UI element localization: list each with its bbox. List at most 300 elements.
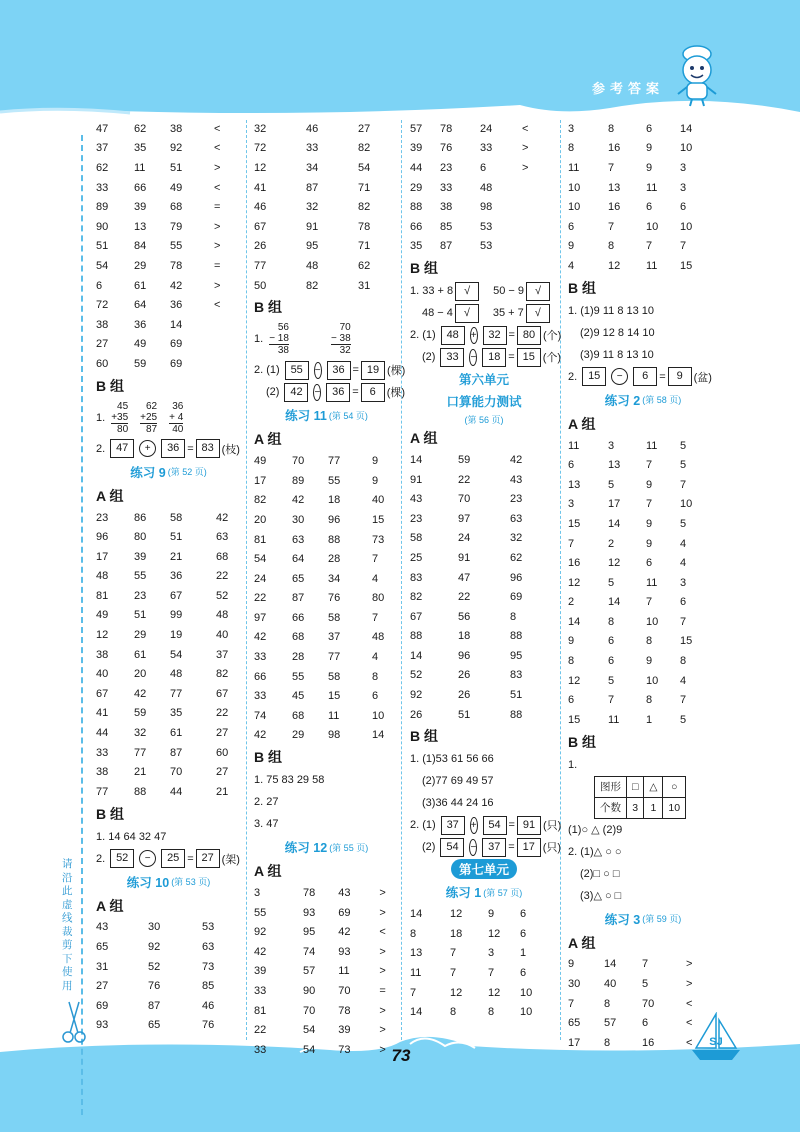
answer-cell: 6 — [642, 1017, 649, 1030]
answer-cell: 70 — [170, 766, 183, 779]
answer-cell: 76 — [148, 980, 161, 993]
answer-cell: 59 — [458, 453, 471, 466]
answer-cell: 23 — [96, 511, 109, 524]
answer-lines — [568, 300, 718, 366]
answer-cell: 13 — [134, 220, 147, 233]
answer-cell: 42 — [170, 279, 183, 292]
answer-cell: 12 — [450, 908, 463, 921]
answer-cell: 62 — [358, 259, 371, 272]
answer-cell: 87 — [292, 592, 305, 605]
answer-cell: 98 — [480, 201, 493, 214]
answer-box: 19 — [361, 361, 385, 380]
answer-cell: 69 — [170, 338, 183, 351]
answer-row — [96, 178, 241, 198]
answer-row — [254, 1040, 399, 1060]
operator-circle: − — [313, 384, 321, 401]
answer-cell: 43 — [510, 473, 523, 486]
shape-count-table — [594, 776, 686, 819]
answer-row — [96, 606, 241, 626]
answer-cell: 67 — [254, 220, 267, 233]
answer-row — [254, 628, 399, 648]
answer-row — [410, 489, 558, 509]
equals-sign: = — [508, 329, 515, 342]
answer-cell: 88 — [510, 708, 523, 721]
answer-cell: 3 — [680, 181, 687, 194]
answer-row — [410, 548, 558, 568]
answer-cell: 11 — [608, 713, 620, 726]
answer-cell: 41 — [96, 707, 109, 720]
answer-box: 80 — [517, 326, 541, 345]
answer-row — [254, 471, 399, 491]
answer-cell: 69 — [338, 906, 351, 919]
answer-lines — [254, 769, 399, 835]
unit-label: (个) — [542, 330, 562, 343]
operator-circle: − — [611, 368, 628, 385]
operator-circle: + — [470, 817, 478, 834]
answer-cell: 12 — [488, 986, 501, 999]
answer-cell: 95 — [510, 649, 523, 662]
answer-row — [410, 1002, 558, 1022]
answer-row — [96, 158, 241, 178]
answer-cell: 78 — [440, 122, 453, 135]
answer-cell: 22 — [458, 473, 471, 486]
answer-cell: 13 — [608, 459, 621, 472]
answer-cell: 32 — [306, 201, 319, 214]
answer-row — [96, 1016, 241, 1036]
table-cell: 3 — [627, 797, 644, 818]
answer-cell: 14 — [604, 958, 617, 971]
answer-cell: 22 — [458, 591, 471, 604]
answer-row — [96, 664, 241, 684]
answer-cell: 40 — [216, 629, 229, 642]
table-cell: 个数 — [595, 797, 627, 818]
answer-box: 83 — [196, 439, 220, 458]
answer-cell: 11 — [410, 967, 422, 980]
answer-cell: 80 — [134, 531, 147, 544]
answer-grid — [568, 955, 718, 1053]
answer-cell: 7 — [372, 611, 379, 624]
group-label: B 组 — [410, 260, 438, 277]
answer-cell: 81 — [254, 533, 267, 546]
answer-line: (3)△ ○ □ — [580, 890, 622, 903]
answer-box: 25 — [161, 849, 185, 868]
answer-cell: 68 — [216, 550, 229, 563]
answer-row — [410, 217, 558, 237]
answer-row — [254, 1001, 399, 1021]
answer-cell: 29 — [292, 729, 305, 742]
answer-cell: 6 — [646, 201, 653, 214]
answer-row — [96, 508, 241, 528]
answer-box: 36 — [327, 361, 351, 380]
answer-cell: 42 — [254, 729, 267, 742]
answer-cell: 17 — [608, 498, 621, 511]
exercise-heading: 练习 3 (第 59 页) — [604, 912, 682, 927]
answer-cell: 8 — [410, 927, 417, 940]
answer-cell: 52 — [410, 669, 423, 682]
answer-cell: 76 — [202, 1019, 215, 1032]
answer-cell: 97 — [254, 611, 267, 624]
answer-cell: 24 — [458, 532, 471, 545]
answer-cell: 77 — [254, 259, 267, 272]
answer-cell: 10 — [568, 201, 581, 214]
answer-row — [254, 276, 399, 296]
answer-cell: < — [686, 1036, 693, 1049]
answer-cell: 22 — [254, 1024, 267, 1037]
answer-cell: 93 — [338, 945, 351, 958]
answer-cell: 83 — [410, 571, 423, 584]
answer-row — [568, 217, 718, 237]
equation-line — [96, 848, 241, 870]
answer-cell: 9 — [646, 478, 653, 491]
answer-cell: 15 — [568, 713, 581, 726]
answer-cell: 72 — [96, 299, 109, 312]
answer-cell: 11 — [328, 709, 340, 722]
answer-row — [96, 119, 241, 139]
answer-cell: > — [379, 945, 386, 958]
unit-label: (棵) — [386, 365, 406, 378]
answer-line: 1. (1)9 11 8 13 10 — [568, 304, 655, 317]
answer-cell: 63 — [510, 512, 523, 525]
answer-cell: 77 — [170, 687, 183, 700]
vertical-calc-row — [96, 398, 241, 438]
answer-cell: 19 — [170, 629, 183, 642]
answer-cell: 51 — [170, 531, 183, 544]
equation-line — [254, 359, 406, 381]
answer-cell: 14 — [372, 729, 385, 742]
answer-cell: 78 — [170, 259, 183, 272]
answer-cell: 70 — [302, 1004, 316, 1017]
answer-row — [410, 470, 558, 490]
answer-cell: 89 — [292, 474, 305, 487]
answer-cell: 66 — [410, 220, 423, 233]
answer-cell: > — [686, 978, 693, 991]
answer-cell: 8 — [604, 1036, 611, 1049]
exercise-heading: 练习 12 (第 55 页) — [284, 841, 369, 856]
answer-row — [410, 139, 558, 159]
answer-cell: 38 — [170, 122, 183, 135]
answer-box: 37 — [441, 816, 465, 835]
answer-cell: 10 — [680, 142, 693, 155]
answer-cell: 44 — [410, 161, 423, 174]
answer-cell: 9 — [372, 455, 379, 468]
answer-cell: 80 — [372, 592, 385, 605]
answer-cell: 70 — [458, 493, 471, 506]
answer-cell: 27 — [96, 338, 109, 351]
unit-label: (棵) — [386, 387, 406, 400]
answer-cell: 23 — [510, 493, 523, 506]
answer-cell: 3 — [568, 122, 575, 135]
answer-cell: 85 — [202, 980, 215, 993]
answer-cell: 69 — [510, 591, 523, 604]
answer-cell: 32 — [254, 122, 267, 135]
answer-row — [254, 706, 399, 726]
answer-cell: 12 — [96, 629, 109, 642]
answer-cell: 51 — [170, 161, 183, 174]
answer-row — [410, 607, 558, 627]
answer-cell: 44 — [170, 785, 183, 798]
answer-row — [96, 957, 241, 977]
answer-cell: 39 — [338, 1024, 351, 1037]
equation-line — [568, 366, 718, 388]
answer-cell: 14 — [608, 517, 621, 530]
answer-lines — [410, 748, 558, 814]
answer-row — [254, 903, 399, 923]
answer-cell: 11 — [338, 965, 350, 978]
answer-cell: 77 — [134, 746, 147, 759]
answer-cell: 7 — [680, 240, 687, 253]
answer-cell: 8 — [450, 1006, 457, 1019]
answer-cell: 48 — [480, 181, 493, 194]
answer-cell: 92 — [410, 689, 423, 702]
answer-cell: 12 — [608, 259, 621, 272]
answer-cell: 33 — [254, 690, 267, 703]
answer-cell: 28 — [292, 651, 305, 664]
answer-row — [254, 686, 399, 706]
answer-cell: 26 — [254, 240, 267, 253]
answer-cell: 39 — [134, 550, 147, 563]
item-number: 2. (1) — [254, 364, 280, 377]
answer-line: 2. 27 — [254, 796, 279, 809]
answer-cell: 25 — [410, 551, 423, 564]
answer-row — [254, 942, 399, 962]
answer-cell: 9 — [568, 240, 575, 253]
mascot-icon — [672, 42, 722, 108]
answer-line: (2)9 12 8 14 10 — [580, 326, 655, 339]
answer-cell: 15 — [372, 513, 385, 526]
equation-line — [410, 346, 562, 368]
answer-cell: 76 — [440, 142, 453, 155]
answer-cell: 46 — [306, 122, 319, 135]
answer-cell: 7 — [488, 967, 495, 980]
unit-label: (只) — [542, 820, 562, 833]
group-label: B 组 — [96, 805, 124, 822]
answer-cell: 12 — [488, 927, 501, 940]
answer-cell: 38 — [440, 201, 453, 214]
answer-row — [96, 295, 241, 315]
answer-cell: 7 — [410, 986, 417, 999]
answer-cell: 10 — [520, 1006, 533, 1019]
answer-cell: 7 — [450, 947, 457, 960]
unit-label: (只) — [542, 842, 562, 855]
answer-cell: 78 — [338, 1004, 351, 1017]
answer-row — [96, 547, 241, 567]
answer-cell: 62 — [510, 551, 523, 564]
answer-row — [568, 197, 718, 217]
answer-box: 6 — [361, 383, 385, 402]
answer-grid — [254, 119, 399, 295]
operator-circle: + — [139, 440, 156, 457]
answer-cell: 67 — [216, 687, 229, 700]
answer-row — [96, 217, 241, 237]
answer-box: 47 — [110, 439, 134, 458]
answer-row — [410, 178, 558, 198]
answer-cell: 70 — [642, 997, 655, 1010]
group-label: A 组 — [254, 863, 282, 880]
answer-box: 18 — [482, 348, 506, 367]
answer-cell: 13 — [568, 478, 581, 491]
answer-cell: 55 — [134, 570, 147, 583]
answer-cell: 54 — [302, 1024, 316, 1037]
calc-operand: +35 — [111, 411, 129, 423]
calc-result: 40 — [172, 423, 184, 435]
exercise-heading: 练习 11 (第 54 页) — [285, 409, 368, 424]
answer-row — [568, 237, 718, 257]
exercise-heading: 练习 9 (第 52 页) — [130, 465, 207, 480]
answer-cell: 27 — [216, 727, 229, 740]
answer-row — [254, 451, 399, 471]
answer-row — [568, 475, 718, 495]
answer-cell: 42 — [254, 945, 267, 958]
answer-cell: 54 — [170, 648, 183, 661]
answer-cell: 55 — [292, 670, 305, 683]
answer-cell: < — [214, 142, 221, 155]
answer-cell: 14 — [568, 615, 581, 628]
answer-cell: 91 — [458, 551, 471, 564]
answer-cell: 5 — [642, 978, 649, 991]
answer-row — [410, 924, 558, 944]
answer-cell: 37 — [216, 648, 229, 661]
answer-cell: 52 — [216, 589, 229, 602]
answer-row — [410, 983, 558, 1003]
answer-cell: 8 — [604, 997, 611, 1010]
answer-cell: 99 — [170, 609, 183, 622]
vertical-calculation — [169, 401, 183, 435]
answer-cell: 49 — [170, 181, 183, 194]
answer-row — [254, 922, 399, 942]
equals-sign: = — [187, 852, 194, 865]
answer-cell: 5 — [608, 576, 615, 589]
answer-grid — [254, 883, 399, 1059]
answer-cell: 64 — [134, 299, 147, 312]
answer-cell: 60 — [96, 357, 109, 370]
calc-result: 38 — [277, 345, 289, 357]
answer-cell: 61 — [134, 648, 147, 661]
answer-cell: 37 — [96, 142, 109, 155]
answer-line: (2)□ ○ □ — [580, 867, 620, 880]
answer-cell: 34 — [306, 161, 319, 174]
group-label: A 组 — [568, 934, 596, 951]
item-number: 2. — [96, 442, 106, 455]
answer-cell: 33 — [480, 142, 493, 155]
answer-cell: 31 — [358, 279, 371, 292]
cut-line — [81, 135, 83, 1115]
answer-cell: 52 — [148, 960, 161, 973]
answer-cell: 5 — [680, 713, 687, 726]
answer-row — [96, 586, 241, 606]
answer-row — [410, 685, 558, 705]
answer-cell: > — [522, 142, 529, 155]
answer-cell: 69 — [96, 999, 109, 1012]
answer-grid — [254, 451, 399, 745]
answer-box: 36 — [326, 383, 350, 402]
answer-cell: 23 — [134, 589, 147, 602]
answer-cell: 11 — [646, 259, 658, 272]
answer-grid — [96, 508, 241, 802]
calc-top: 56 — [277, 322, 289, 334]
answer-cell: 36 — [134, 318, 147, 331]
answer-cell: 83 — [510, 669, 523, 682]
answer-cell: 9 — [646, 517, 653, 530]
answer-box: 54 — [440, 838, 464, 857]
answer-cell: 3 — [568, 498, 575, 511]
answer-cell: 50 — [254, 279, 267, 292]
answer-row — [254, 237, 399, 257]
answer-grid — [410, 904, 558, 1022]
calc-top: 70 — [339, 322, 351, 334]
answer-cell: 9 — [568, 635, 575, 648]
vertical-calc-row — [254, 319, 399, 359]
answer-cell: 26 — [458, 689, 471, 702]
answer-cell: 38 — [96, 318, 109, 331]
answer-grid — [410, 450, 558, 724]
answer-cell: 73 — [202, 960, 215, 973]
answer-cell: 32 — [134, 727, 147, 740]
answer-cell: 72 — [254, 142, 267, 155]
cut-instruction: 请沿此虚线裁剪下使用 — [62, 858, 73, 992]
equals-sign: = — [187, 442, 194, 455]
answer-cell: 63 — [216, 531, 229, 544]
answer-cell: 87 — [306, 181, 319, 194]
answer-cell: 40 — [604, 978, 617, 991]
answer-cell: 15 — [680, 635, 693, 648]
answer-cell: 58 — [328, 611, 341, 624]
answer-row — [568, 593, 718, 613]
answer-grid — [96, 918, 241, 1036]
table-cell: △ — [644, 776, 663, 797]
answer-cell: 6 — [372, 690, 379, 703]
answer-cell: 82 — [358, 201, 371, 214]
answer-cell: 61 — [134, 279, 147, 292]
answer-cell: 4 — [568, 259, 575, 272]
answer-cell: 56 — [458, 610, 471, 623]
answer-cell: 43 — [410, 493, 423, 506]
answer-cell: > — [379, 887, 386, 900]
answer-row — [410, 509, 558, 529]
answer-cell: 47 — [96, 122, 109, 135]
answer-cell: 6 — [96, 279, 103, 292]
calc-result: 80 — [117, 423, 129, 435]
answer-cell: 5 — [608, 674, 615, 687]
answer-cell: 63 — [292, 533, 305, 546]
equation-line — [410, 836, 562, 858]
answer-cell: 11 — [568, 439, 580, 452]
answer-cell: 9 — [646, 142, 653, 155]
answer-cell: 21 — [170, 550, 183, 563]
answer-cell: 48 — [306, 259, 319, 272]
answer-cell: 6 — [520, 967, 527, 980]
answer-row — [410, 450, 558, 470]
answer-cell: 14 — [410, 1006, 423, 1019]
answer-cell: 77 — [328, 651, 341, 664]
answer-row — [410, 944, 558, 964]
answer-row — [96, 684, 241, 704]
calc-result: 32 — [339, 345, 351, 357]
answer-cell: 57 — [604, 1017, 617, 1030]
unit-badge: 第七单元 — [410, 858, 558, 880]
answer-row — [254, 1020, 399, 1040]
answer-cell: 8 — [568, 655, 575, 668]
answer-cell: 8 — [608, 240, 615, 253]
answer-cell: 27 — [358, 122, 371, 135]
answer-cell: 7 — [680, 694, 687, 707]
answer-cell: 7 — [608, 161, 615, 174]
answer-row — [254, 197, 399, 217]
answer-cell: 32 — [510, 532, 523, 545]
answer-row — [568, 671, 718, 691]
answer-row — [410, 197, 558, 217]
answer-box: 9 — [668, 367, 692, 386]
answer-cell: 66 — [254, 670, 267, 683]
